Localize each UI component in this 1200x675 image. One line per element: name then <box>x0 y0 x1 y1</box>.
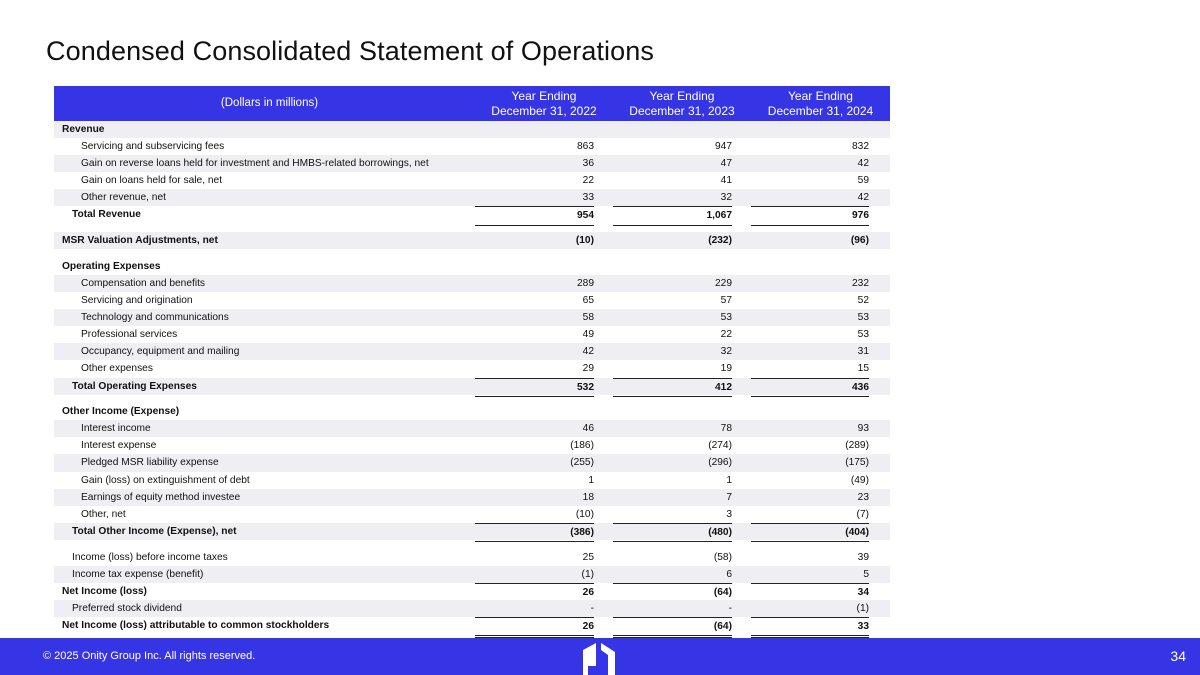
value-cell: 42 <box>857 158 869 170</box>
table-row <box>54 437 890 454</box>
row-label: Technology and communications <box>81 312 229 324</box>
value-cell: 232 <box>852 277 869 289</box>
value-cell: 19 <box>720 363 732 375</box>
value-cell: 7 <box>726 491 732 503</box>
value-cell: 78 <box>720 423 732 435</box>
table-row <box>54 326 890 343</box>
value-cell: 39 <box>857 551 869 563</box>
value-cell: 289 <box>577 277 594 289</box>
value-cell: (49) <box>850 474 869 486</box>
value-cell: (255) <box>570 457 594 469</box>
value-cell: 53 <box>857 312 869 324</box>
value-cell: 29 <box>582 363 594 375</box>
value-cell: (289) <box>845 440 869 452</box>
table-body <box>54 121 890 634</box>
row-label: Compensation and benefits <box>81 277 206 289</box>
column-header-2023: Year Ending December 31, 2023 <box>629 89 735 118</box>
value-cell: 36 <box>582 158 594 170</box>
value-cell: 53 <box>720 312 732 324</box>
row-label: MSR Valuation Adjustments, net <box>62 235 218 247</box>
value-cell: 33 <box>582 192 594 204</box>
value-cell: 22 <box>582 175 594 187</box>
row-label: Income tax expense (benefit) <box>72 568 204 580</box>
value-cell: 25 <box>582 551 594 563</box>
table-row <box>54 206 890 223</box>
table-row <box>54 138 890 155</box>
row-label: Preferred stock dividend <box>72 602 182 614</box>
value-cell: 93 <box>857 423 869 435</box>
value-cell: 863 <box>577 141 594 153</box>
row-label: Gain on reverse loans held for investment and HMBS-related borrowings, net <box>81 158 429 170</box>
value-cell: 832 <box>852 141 869 153</box>
value-cell: 52 <box>857 295 869 307</box>
value-cell: 1 <box>726 474 732 486</box>
value-cell: (7) <box>856 508 869 520</box>
value-cell: 65 <box>582 295 594 307</box>
value-cell: 947 <box>715 141 732 153</box>
row-label: Net Income (loss) attributable to common stockholders <box>62 619 330 631</box>
value-cell: (186) <box>570 440 594 452</box>
table-row <box>54 378 890 395</box>
value-cell: 954 <box>475 206 594 225</box>
financial-table <box>54 86 890 634</box>
value-cell: 31 <box>857 346 869 358</box>
page-title: Condensed Consolidated Statement of Operations <box>46 36 654 66</box>
row-label: Other Income (Expense) <box>62 406 180 418</box>
table-row <box>54 454 890 471</box>
copyright-text: © 2025 Onity Group Inc. All rights reserved. <box>43 650 256 662</box>
value-cell: (1) <box>581 568 594 580</box>
table-row <box>54 258 890 275</box>
table-row <box>54 121 890 138</box>
value-cell: 532 <box>475 378 594 397</box>
spacer-row <box>54 540 890 549</box>
value-cell: (386) <box>475 523 594 542</box>
value-cell: 42 <box>582 346 594 358</box>
value-cell: 49 <box>582 329 594 341</box>
table-row <box>54 489 890 506</box>
table-row <box>54 472 890 489</box>
table-row <box>54 155 890 172</box>
value-cell: 47 <box>720 158 732 170</box>
onity-logo-icon <box>579 640 621 675</box>
value-cell: 5 <box>863 568 869 580</box>
table-row <box>54 523 890 540</box>
value-cell: (1) <box>856 602 869 614</box>
value-cell: (10) <box>575 508 594 520</box>
row-label: Interest expense <box>81 440 157 452</box>
value-cell: 46 <box>582 423 594 435</box>
value-cell: - <box>728 602 732 614</box>
value-cell: 41 <box>720 175 732 187</box>
value-cell: (232) <box>708 235 732 247</box>
table-row <box>54 420 890 437</box>
value-cell: 15 <box>857 363 869 375</box>
table-row <box>54 360 890 377</box>
table-row <box>54 549 890 566</box>
value-cell: 59 <box>857 175 869 187</box>
row-label: Occupancy, equipment and mailing <box>81 346 240 358</box>
row-label: Net Income (loss) <box>62 585 147 597</box>
table-row <box>54 292 890 309</box>
row-label: Other, net <box>81 508 126 520</box>
table-row <box>54 309 890 326</box>
table-row <box>54 600 890 617</box>
row-label: Income (loss) before income taxes <box>72 551 228 563</box>
value-cell: 229 <box>715 277 732 289</box>
table-row <box>54 189 890 206</box>
value-cell: (10) <box>575 235 594 247</box>
row-label: Operating Expenses <box>62 260 161 272</box>
units-label: (Dollars in millions) <box>220 97 319 109</box>
table-row <box>54 172 890 189</box>
row-label: Total Revenue <box>72 209 141 221</box>
value-cell: (64) <box>613 583 732 601</box>
value-cell: 34 <box>751 583 869 601</box>
value-cell: (96) <box>850 235 869 247</box>
row-label: Gain on loans held for sale, net <box>81 175 223 187</box>
row-label: Pledged MSR liability expense <box>81 457 219 469</box>
value-cell: (58) <box>713 551 732 563</box>
table-row <box>54 617 890 634</box>
value-cell: 6 <box>726 568 732 580</box>
row-label: Total Operating Expenses <box>72 380 197 392</box>
row-label: Earnings of equity method investee <box>81 491 241 503</box>
table-row <box>54 403 890 420</box>
row-label: Interest income <box>81 423 151 435</box>
row-label: Gain (loss) on extinguishment of debt <box>81 474 250 486</box>
value-cell: 26 <box>475 617 594 638</box>
row-label: Servicing and subservicing fees <box>81 141 225 153</box>
value-cell: (274) <box>708 440 732 452</box>
value-cell: 976 <box>751 206 869 225</box>
value-cell: (404) <box>751 523 869 542</box>
column-header-2022: Year Ending December 31, 2022 <box>491 89 597 118</box>
row-label: Revenue <box>62 124 105 135</box>
spacer-row <box>54 395 890 404</box>
value-cell: 57 <box>720 295 732 307</box>
value-cell: (175) <box>845 457 869 469</box>
value-cell: - <box>590 602 594 614</box>
value-cell: 53 <box>857 329 869 341</box>
value-cell: 26 <box>475 583 594 601</box>
table-row <box>54 232 890 249</box>
value-cell: (64) <box>613 617 732 638</box>
table-header <box>54 86 890 121</box>
value-cell: 436 <box>751 378 869 397</box>
value-cell: 42 <box>857 192 869 204</box>
value-cell: 58 <box>582 312 594 324</box>
table-row <box>54 566 890 583</box>
value-cell: 33 <box>751 617 869 638</box>
table-row <box>54 343 890 360</box>
row-label: Professional services <box>81 329 178 341</box>
column-header-2024: Year Ending December 31, 2024 <box>767 89 874 118</box>
value-cell: 32 <box>720 346 732 358</box>
spacer-row <box>54 224 890 233</box>
value-cell: 1 <box>588 474 594 486</box>
row-label: Other revenue, net <box>81 192 166 204</box>
value-cell: 32 <box>720 192 732 204</box>
value-cell: 22 <box>720 329 732 341</box>
spacer-row <box>54 249 890 258</box>
table-row <box>54 275 890 292</box>
value-cell: 3 <box>726 508 732 520</box>
value-cell: 1,067 <box>613 206 732 225</box>
value-cell: 18 <box>582 491 594 503</box>
table-row <box>54 583 890 600</box>
page-number: 34 <box>1170 648 1186 664</box>
value-cell: (480) <box>613 523 732 542</box>
row-label: Other expenses <box>81 363 153 375</box>
row-label: Servicing and origination <box>81 295 193 307</box>
value-cell: 412 <box>613 378 732 397</box>
row-label: Total Other Income (Expense), net <box>72 525 237 537</box>
table-row <box>54 506 890 523</box>
value-cell: 23 <box>857 491 869 503</box>
value-cell: (296) <box>708 457 732 469</box>
